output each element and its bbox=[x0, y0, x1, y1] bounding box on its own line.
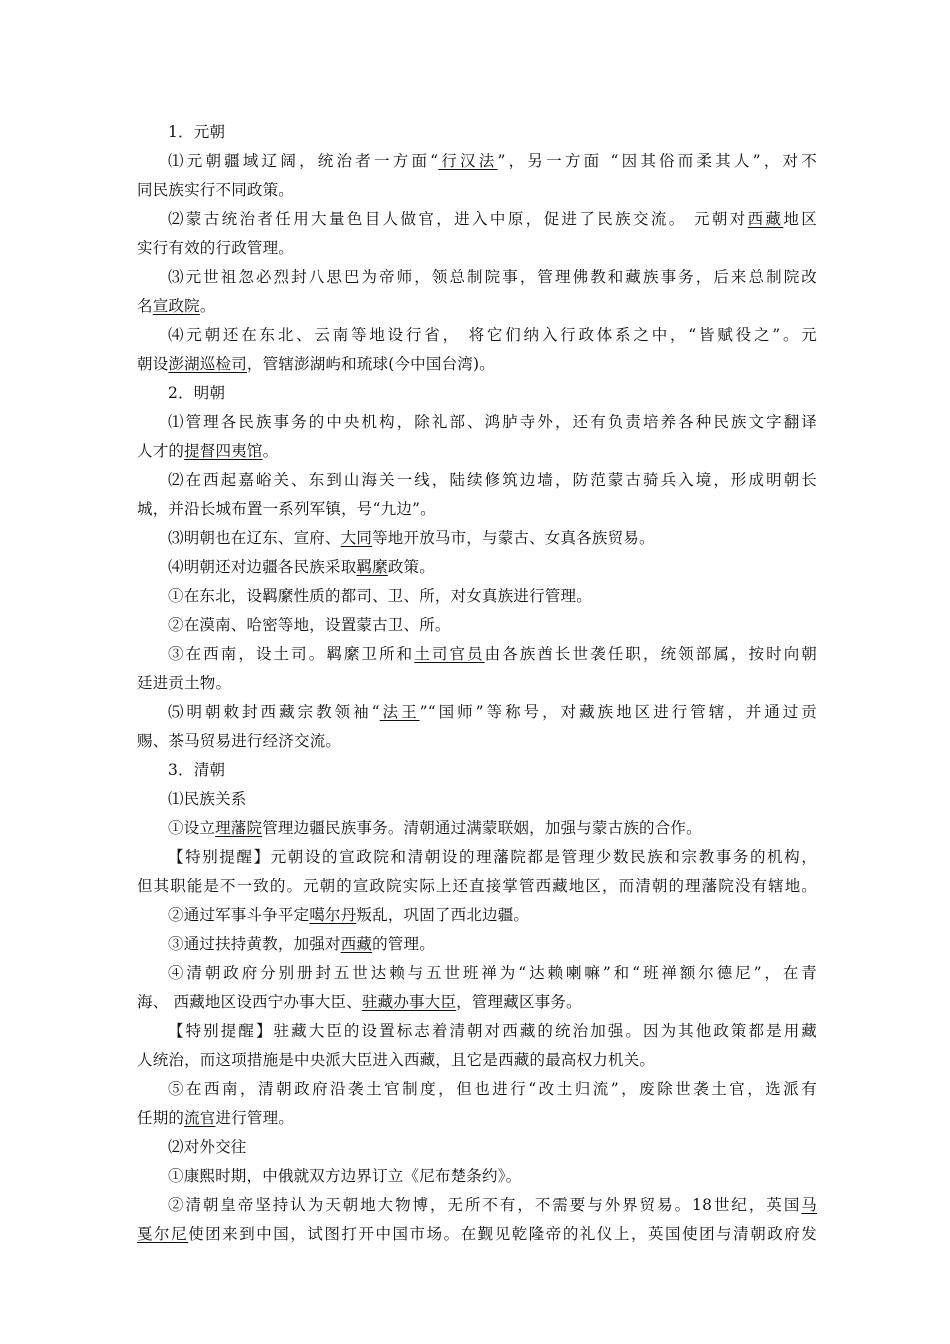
text-segment: 人统治，而这项措施是中央派大臣进入西藏，且它是西藏的最高权力机关。 bbox=[137, 1051, 656, 1069]
underlined-term: 噶尔丹 bbox=[309, 906, 357, 924]
text-segment: ②在漠南、哈密等地，设置蒙古卫、所。 bbox=[168, 616, 451, 634]
text-segment: 海、 西藏地区设西宁办事大臣、 bbox=[137, 993, 362, 1011]
text-segment: ④清朝政府分别册封五世达赖与五世班禅为“达赖喇嘛”和“班禅额尔德尼”，在青 bbox=[168, 964, 817, 982]
text-segment: 【特别提醒】元朝设的宣政院和清朝设的理藩院都是管理少数民族和宗教事务的机构， bbox=[168, 848, 817, 866]
text-segment: ⑷明朝还对边疆各民族采取 bbox=[168, 558, 357, 576]
text-line bbox=[137, 1046, 817, 1075]
text-segment: ⑶元世祖忽必烈封八思巴为帝师，领总制院事，管理佛教和藏族事务，后来总制院改 bbox=[168, 268, 817, 286]
text-line bbox=[137, 205, 817, 234]
text-segment: 由各族酋长世袭任职，统领部属，按时向朝 bbox=[484, 645, 817, 663]
text-segment: ⑴管理各民族事务的中央机构，除礼部、鸿胪寺外，还有负责培养各种民族文字翻译 bbox=[168, 413, 817, 431]
text-segment: 实行有效的行政管理。 bbox=[137, 239, 295, 257]
text-segment: 城，并沿长城布置一系列军镇，号“九边”。 bbox=[137, 500, 436, 518]
text-line bbox=[137, 176, 817, 205]
text-segment: ①在东北，设羁縻性质的都司、卫、所，对女真族进行管理。 bbox=[168, 587, 592, 605]
text-segment: 名 bbox=[137, 297, 153, 315]
text-segment: ⑷元朝还在东北、云南等地设行省， 将它们纳入行政体系之中，“皆赋役之”。元 bbox=[168, 326, 817, 344]
text-segment: ③通过扶持黄教，加强对 bbox=[168, 935, 341, 953]
text-segment: 政策。 bbox=[387, 558, 435, 576]
text-line bbox=[137, 756, 817, 785]
underlined-term: 驻藏办事大臣 bbox=[361, 993, 457, 1011]
text-segment: 赐、茶马贸易进行经济交流。 bbox=[137, 732, 342, 750]
text-line bbox=[137, 147, 817, 176]
text-segment: 1．元朝 bbox=[168, 123, 226, 141]
text-line bbox=[137, 843, 817, 872]
text-segment: ①设立 bbox=[168, 819, 216, 837]
text-line bbox=[137, 814, 817, 843]
text-line bbox=[137, 1162, 817, 1191]
text-line bbox=[137, 495, 817, 524]
text-segment: ⑸明朝敕封西藏宗教领袖“ bbox=[168, 703, 380, 721]
text-segment: 3．清朝 bbox=[168, 761, 226, 779]
text-segment: ②通过军事斗争平定 bbox=[168, 906, 310, 924]
text-line bbox=[137, 466, 817, 495]
text-segment: ⑴元朝疆域辽阔，统治者一方面“ bbox=[168, 152, 439, 170]
text-line bbox=[137, 1191, 817, 1220]
text-segment: 等地开放马市，与蒙古、女真各族贸易。 bbox=[372, 529, 655, 547]
underlined-term: 提督四夷馆 bbox=[184, 442, 263, 460]
underlined-term: 大同 bbox=[340, 529, 373, 547]
text-line bbox=[137, 437, 817, 466]
text-line bbox=[137, 350, 817, 379]
underlined-term: 法王 bbox=[379, 703, 420, 721]
underlined-term: 土司官员 bbox=[414, 645, 485, 663]
text-segment: ⑵对外交往 bbox=[168, 1138, 247, 1156]
text-segment: 。 bbox=[262, 442, 279, 460]
text-segment: 人才的 bbox=[137, 442, 185, 460]
text-segment: ⑶明朝也在辽东、宣府、 bbox=[168, 529, 341, 547]
underlined-term: 宣政院 bbox=[152, 297, 200, 315]
underlined-term: 理藩院 bbox=[215, 819, 263, 837]
text-segment: 但其职能是不一致的。元朝的宣政院实际上还直接掌管西藏地区，而清朝的理藩院没有辖地。 bbox=[137, 877, 817, 895]
text-line bbox=[137, 785, 817, 814]
text-line bbox=[137, 1017, 817, 1046]
text-segment: 廷进贡土物。 bbox=[137, 674, 232, 692]
text-segment: 【特别提醒】驻藏大臣的设置标志着清朝对西藏的统治加强。因为其他政策都是用藏 bbox=[168, 1022, 817, 1040]
text-segment: 朝设 bbox=[137, 355, 169, 373]
text-segment: ⑵在西起嘉峪关、东到山海关一线，陆续修筑边墙，防范蒙古骑兵入境，形成明朝长 bbox=[168, 471, 817, 489]
text-segment: ⑴民族关系 bbox=[168, 790, 247, 808]
text-line bbox=[137, 872, 817, 901]
text-segment: 任期的 bbox=[137, 1109, 185, 1127]
text-segment: 的管理。 bbox=[372, 935, 435, 953]
text-line bbox=[137, 1133, 817, 1162]
text-segment: 叛乱，巩固了西北边疆。 bbox=[356, 906, 530, 924]
underlined-term: 羁縻 bbox=[356, 558, 388, 576]
text-segment: ③在西南，设土司。羁縻卫所和 bbox=[168, 645, 415, 663]
underlined-term: 西藏 bbox=[747, 210, 784, 228]
text-segment: 管理边疆民族事务。清朝通过满蒙联姻，加强与蒙古族的合作。 bbox=[262, 819, 702, 837]
text-line bbox=[137, 1104, 817, 1133]
text-segment: 2．明朝 bbox=[168, 384, 226, 402]
text-line bbox=[137, 901, 817, 930]
document-body bbox=[137, 118, 817, 1249]
underlined-term: 西藏 bbox=[340, 935, 373, 953]
underlined-term: 马 bbox=[801, 1196, 817, 1214]
underlined-term: 行汉法 bbox=[438, 152, 498, 170]
underlined-term: 戛尔尼 bbox=[137, 1225, 189, 1243]
text-segment: ⑵蒙古统治者任用大量色目人做官，进入中原，促进了民族交流。 元朝对 bbox=[168, 210, 748, 228]
text-line bbox=[137, 727, 817, 756]
text-line bbox=[137, 959, 817, 988]
text-segment: ”“国师”等称号，对藏族地区进行管辖，并通过贡 bbox=[419, 703, 817, 721]
text-line bbox=[137, 408, 817, 437]
text-line bbox=[137, 1075, 817, 1104]
text-segment: ①康熙时期，中俄就双方边界订立《尼布楚条约》。 bbox=[168, 1167, 522, 1185]
text-line bbox=[137, 321, 817, 350]
text-segment: 进行管理。 bbox=[215, 1109, 295, 1127]
text-segment: ②清朝皇帝坚持认为天朝地大物博，无所不有，不需要与外界贸易。18世纪，英国 bbox=[168, 1196, 802, 1214]
text-line bbox=[137, 1220, 817, 1249]
text-segment: 。 bbox=[199, 297, 216, 315]
text-line bbox=[137, 118, 817, 147]
text-segment: ⑤在西南，清朝政府沿袭土官制度，但也进行“改土归流”，废除世袭土官，选派有 bbox=[168, 1080, 817, 1098]
text-segment: ，管辖澎湖屿和琉球(今中国台湾)。 bbox=[246, 355, 495, 373]
text-line bbox=[137, 582, 817, 611]
text-line bbox=[137, 988, 817, 1017]
text-segment: 使团来到中国，试图打开中国市场。在觐见乾隆帝的礼仪上，英国使团与清朝政府发 bbox=[188, 1225, 817, 1243]
text-line bbox=[137, 234, 817, 263]
text-line bbox=[137, 640, 817, 669]
text-line bbox=[137, 524, 817, 553]
text-line bbox=[137, 669, 817, 698]
text-line bbox=[137, 379, 817, 408]
text-line bbox=[137, 930, 817, 959]
text-segment: 地区 bbox=[783, 210, 817, 228]
underlined-term: 澎湖巡检司 bbox=[168, 355, 247, 373]
text-segment: ，管理藏区事务。 bbox=[456, 993, 582, 1011]
text-line bbox=[137, 698, 817, 727]
text-line bbox=[137, 263, 817, 292]
text-line bbox=[137, 553, 817, 582]
underlined-term: 流官 bbox=[184, 1109, 216, 1127]
text-segment: 同民族实行不同政策。 bbox=[137, 181, 295, 199]
text-line bbox=[137, 611, 817, 640]
text-line bbox=[137, 292, 817, 321]
text-segment: ”，另一方面 “因其俗而柔其人”，对不 bbox=[497, 152, 817, 170]
